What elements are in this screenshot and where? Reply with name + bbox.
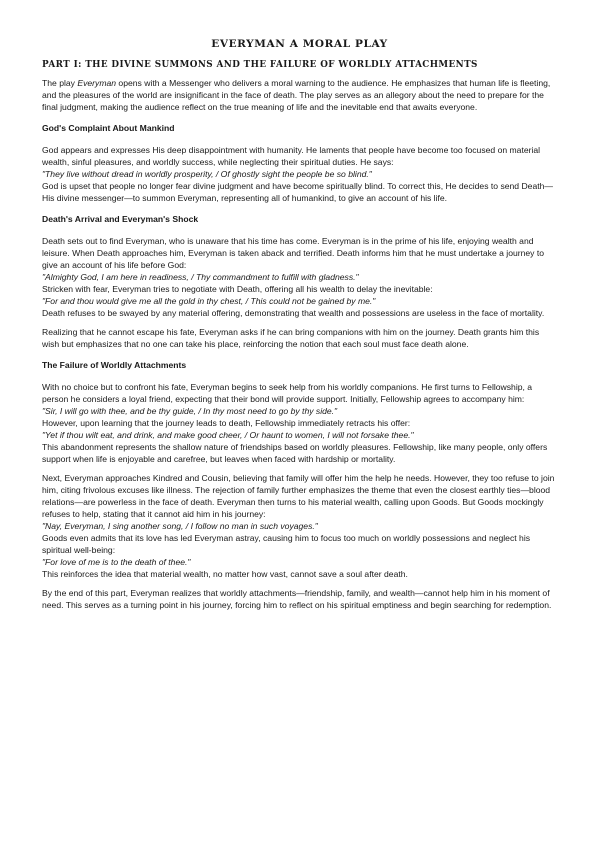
failure-quote-2: "Yet if thou wilt eat, and drink, and make good cheer, / Or haunt to women, I will not forsake thee.": [42, 430, 414, 440]
death-paragraph-4: Realizing that he cannot escape his fate, Everyman asks if he can bring companions with him on the journey. Death grants him this wish but emphasizes that no one can take his place, reinforcing the notion that each soul must face death alone.: [42, 327, 540, 349]
failure-paragraph-6: This reinforces the idea that material wealth, no matter how vast, cannot save a soul after death.: [42, 569, 408, 579]
failure-quote-3: "Nay, Everyman, I sing another song, / I follow no man in such voyages.": [42, 521, 318, 531]
document-title: EVERYMAN A MORAL PLAY: [211, 38, 388, 50]
section-heading-failure: The Failure of Worldly Attachments: [42, 360, 187, 370]
death-paragraph-1: Death sets out to find Everyman, who is unaware that his time has come. Everyman is in the prime of his life, enjoying wealth and leisure. When Death approaches him, Everyman is taken aback and terrified. Death informs him that he must undertake a journey to give an account of his life before God:: [42, 236, 545, 270]
death-paragraph-3: Death refuses to be swayed by any material offering, demonstrating that wealth and possessions are useless in the face of mortality.: [42, 308, 545, 318]
failure-paragraph-3: This abandonment represents the shallow nature of friendships based on worldly pleasures. Fellowship, like many people, only offers support when life is enjoyable and carefree, but leaves when faced with hardship or mortality.: [42, 442, 548, 464]
section-heading-complaint: God's Complaint About Mankind: [42, 123, 175, 133]
failure-paragraph-5: Goods even admits that its love has led Everyman astray, causing him to focus too much on worldly possessions and neglect his spiritual well-being:: [42, 533, 531, 555]
intro-pre: The play: [42, 78, 78, 88]
part-title: PART I: THE DIVINE SUMMONS AND THE FAILURE OF WORLDLY ATTACHMENTS: [42, 60, 478, 70]
complaint-quote-1: "They live without dread in worldly prosperity, / Of ghostly sight the people be so blind.": [42, 169, 372, 179]
failure-quote-1: "Sir, I will go with thee, and be thy guide, / In thy most need to go by thy side.": [42, 406, 338, 416]
death-paragraph-2: Stricken with fear, Everyman tries to negotiate with Death, offering all his wealth to delay the inevitable:: [42, 284, 433, 294]
failure-paragraph-2: However, upon learning that the journey leads to death, Fellowship immediately retracts his offer:: [42, 418, 411, 428]
complaint-paragraph-2: God is upset that people no longer fear divine judgment and have become spiritually blind. To correct this, He decides to send Death—His divine messenger—to summon Everyman, representing all of humankind, to give an account of his life.: [42, 181, 553, 203]
paragraph-gap: [42, 580, 557, 587]
death-quote-1: "Almighty God, I am here in readiness, / Thy commandment to fulfill with gladness.": [42, 272, 359, 282]
failure-paragraph-7: By the end of this part, Everyman realizes that worldly attachments—friendship, family, and wealth—cannot help him in his moment of need. This serves as a turning point in his journey, forcing him to reflect on his spiritual emptiness and begin searching for redemption.: [42, 588, 552, 610]
failure-quote-4: "For love of me is to the death of thee.": [42, 557, 191, 567]
play-title-italic: Everyman: [77, 78, 117, 88]
paragraph-gap: [42, 319, 557, 326]
failure-paragraph-4: Next, Everyman approaches Kindred and Cousin, believing that family will offer him the help he needs. However, they too refuse to join him, citing frivolous excuses like illness. The rejection of family further emphasizes the theme that even the closest earthly ties—blood relations—are powerless in the face of death. Everyman then turns to his material wealth, calling upon Goods. But Goods mockingly refuses to help, stating that it cannot aid him in his journey:: [42, 473, 555, 519]
intro-post: opens with a Messenger who delivers a moral warning to the audience. He emphasizes that human life is fleeting, and the pleasures of the world are insignificant in the face of death. The play serves as an allegory about the need to prepare for the final judgment, making the audience reflect on the true meaning of life and the inevitable end that awaits everyone.: [42, 78, 551, 112]
section-heading-death: Death's Arrival and Everyman's Shock: [42, 214, 199, 224]
failure-paragraph-1: With no choice but to confront his fate, Everyman begins to seek help from his worldly companions. He first turns to Fellowship, a person he considers a loyal friend, expecting that their bond will provide support. Initially, Fellowship agrees to accompany him:: [42, 382, 533, 404]
intro-paragraph: [42, 77, 557, 113]
death-quote-2: "For and thou would give me all the gold in thy chest, / This could not be gained by me.": [42, 296, 376, 306]
complaint-paragraph-1: God appears and expresses His deep disappointment with humanity. He laments that people have become too focused on material wealth, sinful pleasures, and worldly success, while neglecting their spiritual duties. He says:: [42, 145, 541, 167]
paragraph-gap: [42, 465, 557, 472]
